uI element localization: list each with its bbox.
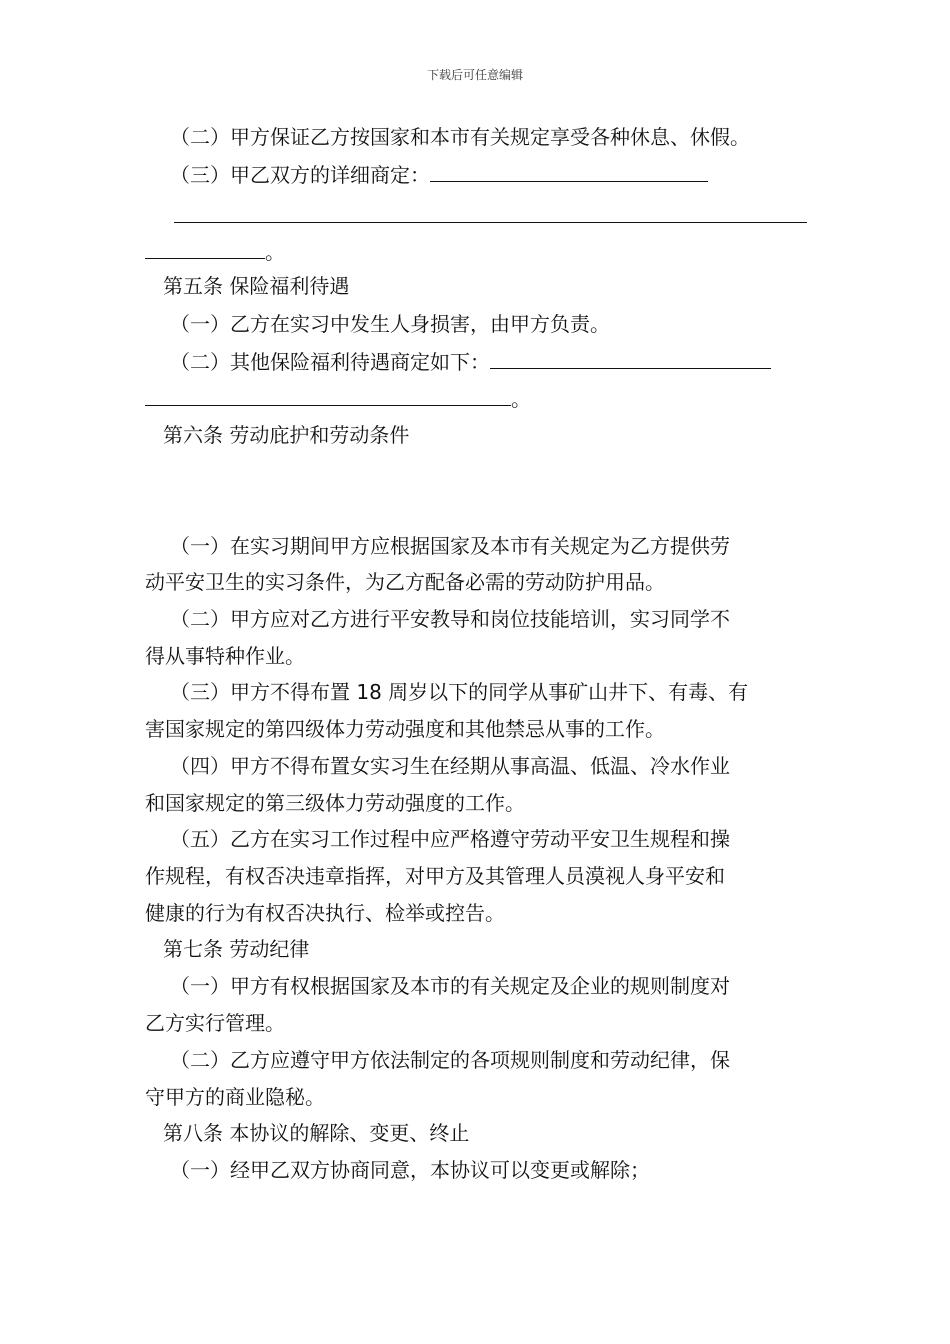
clause-7-1-line2: 乙方实行管理。 [145,1011,285,1035]
clause-5-2-text: （二）其他保险福利待遇商定如下： [170,350,490,374]
period: 。 [265,240,285,264]
clause-6-2-line1: （二）甲方应对乙方进行平安教导和岗位技能培训，实习同学不 [170,607,730,631]
section-7-title: 第七条 劳动纪律 [163,937,310,961]
clause-6-5-line1: （五）乙方在实习工作过程中应严格遵守劳动平安卫生规程和操 [170,827,730,851]
clause-6-4-line2: 和国家规定的第三级体力劳动强度的工作。 [145,791,525,815]
page-header-note: 下载后可任意编辑 [426,68,523,82]
section-6-title: 第六条 劳动庇护和劳动条件 [163,423,410,447]
blank-line [490,348,771,369]
section-5-title: 第五条 保险福利待遇 [163,274,350,298]
clause-6-3-line1: （三）甲方不得布置 18 周岁以下的同学从事矿山井下、有毒、有 [170,680,749,704]
blank-line [145,385,511,406]
clause-6-3-line2: 害国家规定的第四级体力劳动强度和其他禁忌从事的工作。 [145,717,665,741]
blank-line-row-end [145,238,285,265]
clause-8-1: （一）经甲乙双方协商同意，本协议可以变更或解除； [170,1158,650,1182]
clause-6-5-line3: 健康的行为有权否决执行、检举或控告。 [145,901,505,925]
section-8-title: 第八条 本协议的解除、变更、终止 [163,1121,470,1145]
clause-4-3-text: （三）甲乙双方的详细商定： [170,163,430,187]
clause-5-1: （一）乙方在实习中发生人身损害，由甲方负责。 [170,312,610,336]
clause-7-1-line1: （一）甲方有权根据国家及本市的有关规定及企业的规则制度对 [170,974,730,998]
clause-4-3 [170,161,708,188]
blank-line-row-end [145,385,531,412]
clause-6-2-line2: 得从事特种作业。 [145,644,305,668]
blank-line-row [174,202,807,229]
clause-7-2-line1: （二）乙方应遵守甲方依法制定的各项规则制度和劳动纪律，保 [170,1048,730,1072]
blank-line [145,238,265,259]
clause-6-1-line2: 动平安卫生的实习条件，为乙方配备必需的劳动防护用品。 [145,570,665,594]
clause-4-2: （二）甲方保证乙方按国家和本市有关规定享受各种休息、休假。 [170,125,750,149]
clause-6-5-line2: 作规程，有权否决违章指挥，对甲方及其管理人员漠视人身平安和 [145,864,725,888]
blank-line [174,202,807,223]
period: 。 [511,387,531,411]
clause-6-1-line1: （一）在实习期间甲方应根据国家及本市有关规定为乙方提供劳 [170,534,730,558]
blank-line [430,161,708,182]
clause-7-2-line2: 守甲方的商业隐秘。 [145,1085,325,1109]
clause-5-2 [170,348,771,375]
clause-6-4-line1: （四）甲方不得布置女实习生在经期从事高温、低温、冷水作业 [170,754,730,778]
